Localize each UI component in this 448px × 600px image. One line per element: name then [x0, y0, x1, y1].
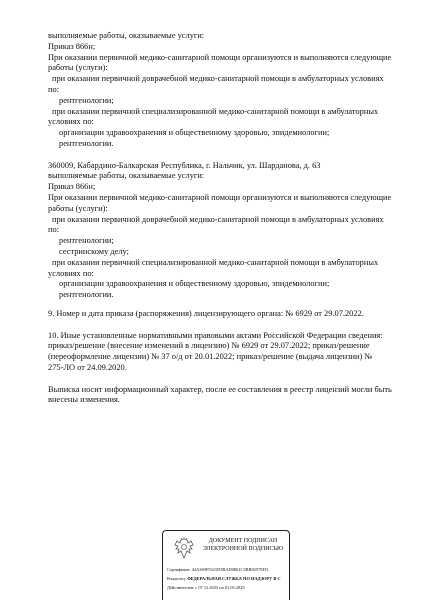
stamp-details — [167, 565, 287, 592]
certificate-row — [167, 565, 287, 574]
text-line: выполняемые работы, оказываемые услуги: — [48, 171, 205, 181]
stamp-title-line: ДОКУМЕНТ ПОДПИСАН — [208, 538, 278, 544]
document-body — [48, 31, 428, 406]
order-number-item: 9. Номер и дата приказа (распоряжения) лицензирующего органа: № 6929 от 29.07.2022. — [48, 308, 364, 318]
text-line: рентгенологии. — [59, 138, 114, 148]
text-line: 10. Иные установленные нормативными правовыми актами Российской Федерации сведения: — [48, 330, 383, 340]
certificate-label: Сертификат: — [167, 567, 191, 572]
address-block-1 — [48, 31, 428, 150]
address-line: 360009, Кабардино-Балкарская Республика, г. Нальчик, ул. Шарданова, д. 63 — [48, 160, 321, 170]
text-line: при оказании первичной специализированной медико-санитарной помощи в амбулаторных — [52, 257, 379, 267]
text-line: рентгенологии; — [59, 236, 114, 246]
certificate-value: 44A369F5521D3BAD0861C3BB8257ED3 — [191, 567, 269, 572]
text-line: организации здравоохранения и общественному здоровью, эпидемиологии; — [59, 128, 330, 138]
owner-row — [167, 574, 287, 583]
text-line: условиях по: — [48, 268, 94, 278]
stamp-title-line: ЭЛЕКТРОННОЙ ПОДПИСЬЮ — [202, 546, 284, 552]
text-line: сестринскому делу; — [59, 246, 129, 256]
electronic-signature-stamp — [162, 530, 290, 600]
stamp-title — [199, 537, 287, 553]
text-line: по: — [48, 225, 59, 235]
text-line: работы (услуги): — [48, 63, 108, 73]
coat-of-arms-icon — [171, 536, 197, 562]
text-line: (переоформление лицензии) № 37 о/д от 20.01.2022; приказ/решение (выдача лицензии) № — [48, 352, 373, 362]
other-info-item — [48, 331, 428, 374]
text-line: при оказании первичной доврачебной медико-санитарной помощи в амбулаторных условиях — [52, 74, 384, 84]
text-line: Приказ 866н; — [48, 182, 96, 192]
owner-value: ФЕДЕРАЛЬНАЯ СЛУЖБА ПО НАДЗОРУ В С — [187, 576, 281, 581]
text-line: внесены изменения. — [48, 395, 120, 405]
text-line: При оказании первичной медико-санитарной помощи организуются и выполняются следующие — [48, 52, 392, 62]
disclaimer — [48, 385, 428, 407]
text-line: Выписка носит информационный характер, после ее составления в реестр лицензий могли быть — [48, 384, 392, 394]
text-line: рентгенологии; — [59, 95, 114, 105]
text-line: работы (услуги): — [48, 203, 108, 213]
text-line: рентгенологии. — [59, 290, 114, 300]
text-line: при оказании первичной доврачебной медико-санитарной помощи в амбулаторных условиях — [52, 214, 384, 224]
text-line: приказ/решение (внесение изменений в лицензию) № 6929 от 29.07.2022; приказ/решение — [48, 341, 370, 351]
validity-row: Действителен: с 07.12.2023 по 01.03.2025 — [167, 585, 245, 590]
text-line: При оказании первичной медико-санитарной помощи организуются и выполняются следующие — [48, 192, 392, 202]
text-line: по: — [48, 84, 59, 94]
text-line: при оказании первичной специализированной медико-санитарной помощи в амбулаторных — [52, 106, 379, 116]
owner-label: Владелец: — [167, 576, 186, 581]
address-block-2 — [48, 161, 428, 301]
text-line: условиях по: — [48, 117, 94, 127]
text-line: организации здравоохранения и общественному здоровью, эпидемиологии; — [59, 279, 330, 289]
text-line: Приказ 866н; — [48, 41, 96, 51]
text-line: 275-ЛО от 24.09.2020. — [48, 362, 127, 372]
text-line: выполняемые работы, оказываемые услуги: — [48, 31, 205, 40]
